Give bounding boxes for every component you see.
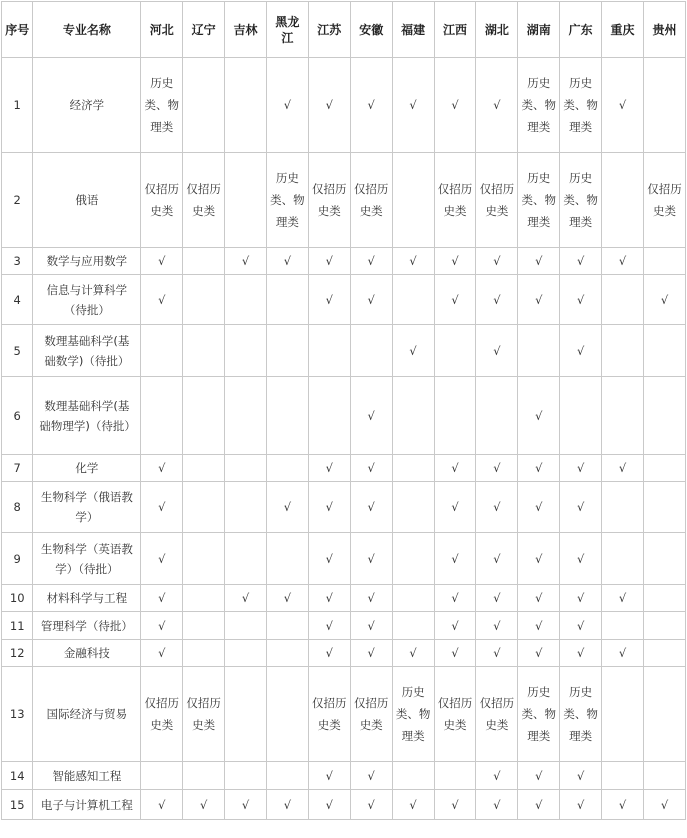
province-cell: √ <box>476 762 518 790</box>
province-cell: √ <box>602 58 644 153</box>
province-cell: √ <box>560 790 602 820</box>
province-cell: √ <box>476 533 518 585</box>
province-cell: √ <box>476 585 518 612</box>
major-name: 信息与计算科学（待批） <box>33 275 141 325</box>
province-cell: √ <box>392 325 434 377</box>
province-cell <box>434 325 476 377</box>
row-number: 12 <box>2 640 33 667</box>
province-cell: √ <box>560 482 602 533</box>
province-cell: √ <box>434 533 476 585</box>
province-cell <box>308 325 350 377</box>
row-number: 6 <box>2 377 33 455</box>
province-cell <box>518 325 560 377</box>
province-cell <box>602 377 644 455</box>
province-cell <box>141 325 183 377</box>
province-cell <box>643 377 685 455</box>
province-cell: √ <box>560 325 602 377</box>
row-number: 15 <box>2 790 33 820</box>
province-cell: √ <box>518 275 560 325</box>
major-name: 数学与应用数学 <box>33 248 141 275</box>
table-row <box>2 248 686 275</box>
province-cell <box>266 640 308 667</box>
province-cell: √ <box>350 762 392 790</box>
province-cell: 历史类、物理类 <box>518 58 560 153</box>
province-cell: 历史类、物理类 <box>266 153 308 248</box>
province-cell <box>643 667 685 762</box>
province-cell <box>560 377 602 455</box>
province-cell: √ <box>141 455 183 482</box>
header-province: 贵州 <box>643 2 685 58</box>
major-name: 智能感知工程 <box>33 762 141 790</box>
province-cell: √ <box>434 455 476 482</box>
province-cell <box>183 377 225 455</box>
province-cell <box>434 762 476 790</box>
province-cell: √ <box>476 325 518 377</box>
province-cell: √ <box>476 640 518 667</box>
province-cell: 仅招历史类 <box>643 153 685 248</box>
table-row <box>2 790 686 820</box>
province-cell: 仅招历史类 <box>183 153 225 248</box>
province-cell <box>643 482 685 533</box>
province-cell: √ <box>308 248 350 275</box>
province-cell <box>225 275 267 325</box>
province-cell <box>392 377 434 455</box>
province-cell <box>602 325 644 377</box>
province-cell: √ <box>350 248 392 275</box>
province-cell: √ <box>518 790 560 820</box>
major-name: 化学 <box>33 455 141 482</box>
province-cell: √ <box>266 58 308 153</box>
province-cell: √ <box>434 482 476 533</box>
province-cell <box>643 640 685 667</box>
row-number: 1 <box>2 58 33 153</box>
province-cell: √ <box>643 790 685 820</box>
province-cell: √ <box>141 275 183 325</box>
province-cell <box>308 377 350 455</box>
province-cell <box>225 325 267 377</box>
province-cell: 历史类、物理类 <box>392 667 434 762</box>
province-cell <box>392 612 434 640</box>
province-cell: √ <box>308 533 350 585</box>
major-name: 生物科学（俄语教学） <box>33 482 141 533</box>
table-row <box>2 667 686 762</box>
table-row <box>2 640 686 667</box>
province-cell: √ <box>560 762 602 790</box>
province-cell: 历史类、物理类 <box>560 667 602 762</box>
table-row <box>2 612 686 640</box>
header-province: 河北 <box>141 2 183 58</box>
province-cell: √ <box>560 612 602 640</box>
province-cell <box>643 248 685 275</box>
header-province: 福建 <box>392 2 434 58</box>
province-cell <box>225 482 267 533</box>
province-cell: √ <box>518 640 560 667</box>
province-cell: √ <box>643 275 685 325</box>
province-cell: √ <box>518 248 560 275</box>
province-cell: √ <box>602 790 644 820</box>
province-cell: √ <box>602 248 644 275</box>
row-number: 14 <box>2 762 33 790</box>
province-cell: √ <box>560 533 602 585</box>
province-cell: √ <box>518 482 560 533</box>
province-cell: √ <box>560 455 602 482</box>
province-cell <box>602 612 644 640</box>
province-cell: 仅招历史类 <box>434 153 476 248</box>
header-province: 安徽 <box>350 2 392 58</box>
province-cell: 仅招历史类 <box>476 667 518 762</box>
province-cell <box>183 275 225 325</box>
province-cell: 仅招历史类 <box>183 667 225 762</box>
province-cell <box>643 58 685 153</box>
province-cell <box>183 640 225 667</box>
province-cell: √ <box>350 455 392 482</box>
province-cell: √ <box>518 612 560 640</box>
province-cell: √ <box>266 248 308 275</box>
header-province: 广东 <box>560 2 602 58</box>
province-cell: √ <box>350 640 392 667</box>
province-cell: 仅招历史类 <box>434 667 476 762</box>
province-cell: √ <box>308 455 350 482</box>
province-cell <box>225 640 267 667</box>
province-cell <box>225 58 267 153</box>
province-cell <box>643 585 685 612</box>
province-cell <box>266 612 308 640</box>
province-cell: √ <box>434 640 476 667</box>
row-number: 7 <box>2 455 33 482</box>
province-cell: √ <box>225 790 267 820</box>
province-cell: √ <box>560 248 602 275</box>
province-cell: 仅招历史类 <box>141 153 183 248</box>
province-cell <box>266 762 308 790</box>
province-cell: √ <box>434 58 476 153</box>
province-cell: √ <box>518 585 560 612</box>
province-cell <box>602 533 644 585</box>
province-cell: √ <box>434 790 476 820</box>
province-cell <box>350 325 392 377</box>
major-name: 国际经济与贸易 <box>33 667 141 762</box>
province-cell: √ <box>350 612 392 640</box>
enrollment-table <box>1 1 686 820</box>
province-cell: √ <box>350 790 392 820</box>
major-name: 金融科技 <box>33 640 141 667</box>
province-cell <box>141 377 183 455</box>
table-row <box>2 153 686 248</box>
table-row <box>2 58 686 153</box>
major-name: 经济学 <box>33 58 141 153</box>
province-cell: √ <box>392 248 434 275</box>
province-cell: 历史类、物理类 <box>141 58 183 153</box>
province-cell <box>183 585 225 612</box>
header-province: 黑龙江 <box>266 2 308 58</box>
table-row <box>2 325 686 377</box>
row-number: 11 <box>2 612 33 640</box>
header-province: 湖北 <box>476 2 518 58</box>
province-cell: √ <box>476 482 518 533</box>
province-cell: √ <box>518 377 560 455</box>
province-cell: √ <box>350 58 392 153</box>
table-row <box>2 275 686 325</box>
province-cell: √ <box>476 275 518 325</box>
province-cell: √ <box>308 275 350 325</box>
province-cell: 历史类、物理类 <box>560 58 602 153</box>
province-cell: √ <box>392 58 434 153</box>
province-cell: √ <box>518 533 560 585</box>
major-name: 管理科学（待批） <box>33 612 141 640</box>
province-cell <box>602 153 644 248</box>
province-cell <box>476 377 518 455</box>
province-cell: √ <box>308 790 350 820</box>
row-number: 3 <box>2 248 33 275</box>
province-cell <box>392 585 434 612</box>
province-cell <box>225 612 267 640</box>
province-cell <box>183 325 225 377</box>
header-province: 重庆 <box>602 2 644 58</box>
row-number: 8 <box>2 482 33 533</box>
table-row <box>2 762 686 790</box>
province-cell: √ <box>308 640 350 667</box>
province-cell <box>183 58 225 153</box>
major-name: 生物科学（英语教学）（待批） <box>33 533 141 585</box>
table-body <box>2 58 686 820</box>
province-cell: √ <box>308 762 350 790</box>
row-number: 4 <box>2 275 33 325</box>
province-cell: √ <box>434 612 476 640</box>
province-cell: 仅招历史类 <box>350 667 392 762</box>
province-cell: √ <box>266 482 308 533</box>
province-cell: √ <box>183 790 225 820</box>
province-cell: √ <box>350 533 392 585</box>
province-cell <box>392 455 434 482</box>
province-cell <box>266 275 308 325</box>
province-cell: √ <box>141 248 183 275</box>
province-cell <box>392 153 434 248</box>
header-province: 吉林 <box>225 2 267 58</box>
province-cell <box>183 612 225 640</box>
province-cell <box>183 248 225 275</box>
province-cell <box>392 533 434 585</box>
province-cell: √ <box>560 640 602 667</box>
row-number: 9 <box>2 533 33 585</box>
province-cell: √ <box>266 790 308 820</box>
province-cell <box>266 377 308 455</box>
province-cell: √ <box>476 58 518 153</box>
major-name: 俄语 <box>33 153 141 248</box>
province-cell <box>225 762 267 790</box>
header-province: 辽宁 <box>183 2 225 58</box>
province-cell: √ <box>308 612 350 640</box>
province-cell <box>602 482 644 533</box>
province-cell <box>225 153 267 248</box>
major-name: 电子与计算机工程 <box>33 790 141 820</box>
province-cell: 仅招历史类 <box>308 153 350 248</box>
province-cell: √ <box>308 58 350 153</box>
province-cell <box>266 455 308 482</box>
province-cell: √ <box>350 585 392 612</box>
province-cell <box>392 762 434 790</box>
province-cell <box>225 667 267 762</box>
province-cell <box>643 455 685 482</box>
province-cell <box>183 762 225 790</box>
province-cell: 历史类、物理类 <box>560 153 602 248</box>
province-cell: √ <box>392 790 434 820</box>
province-cell: √ <box>141 612 183 640</box>
province-cell: 仅招历史类 <box>476 153 518 248</box>
row-number: 5 <box>2 325 33 377</box>
province-cell <box>643 612 685 640</box>
province-cell: √ <box>518 455 560 482</box>
province-cell <box>602 275 644 325</box>
province-cell: √ <box>602 640 644 667</box>
province-cell: √ <box>476 248 518 275</box>
province-cell <box>643 325 685 377</box>
row-number: 13 <box>2 667 33 762</box>
province-cell: √ <box>266 585 308 612</box>
row-number: 2 <box>2 153 33 248</box>
province-cell <box>602 667 644 762</box>
province-cell: √ <box>350 482 392 533</box>
province-cell: √ <box>518 762 560 790</box>
table-row <box>2 585 686 612</box>
row-number: 10 <box>2 585 33 612</box>
major-name: 数理基础科学(基础物理学)（待批） <box>33 377 141 455</box>
province-cell: 仅招历史类 <box>350 153 392 248</box>
province-cell <box>266 667 308 762</box>
province-cell <box>392 275 434 325</box>
province-cell <box>643 762 685 790</box>
header-number: 序号 <box>2 2 33 58</box>
province-cell: √ <box>434 248 476 275</box>
province-cell: √ <box>476 612 518 640</box>
province-cell <box>183 482 225 533</box>
province-cell <box>183 455 225 482</box>
province-cell: √ <box>560 585 602 612</box>
province-cell <box>643 533 685 585</box>
province-cell <box>225 377 267 455</box>
province-cell <box>225 533 267 585</box>
province-cell <box>225 455 267 482</box>
province-cell: √ <box>476 455 518 482</box>
province-cell: √ <box>392 640 434 667</box>
province-cell <box>266 533 308 585</box>
province-cell: √ <box>225 585 267 612</box>
header-province: 江西 <box>434 2 476 58</box>
province-cell: 仅招历史类 <box>141 667 183 762</box>
province-cell: √ <box>308 585 350 612</box>
table-row <box>2 533 686 585</box>
header-major-name: 专业名称 <box>33 2 141 58</box>
province-cell: √ <box>141 533 183 585</box>
province-cell <box>392 482 434 533</box>
province-cell: √ <box>476 790 518 820</box>
table-row <box>2 482 686 533</box>
table-row <box>2 377 686 455</box>
province-cell: √ <box>225 248 267 275</box>
major-name: 数理基础科学(基础数学)（待批） <box>33 325 141 377</box>
province-cell: √ <box>141 790 183 820</box>
header-province: 江苏 <box>308 2 350 58</box>
province-cell: √ <box>350 275 392 325</box>
province-cell: 历史类、物理类 <box>518 153 560 248</box>
province-cell <box>141 762 183 790</box>
province-cell: √ <box>434 585 476 612</box>
province-cell: √ <box>141 640 183 667</box>
province-cell: √ <box>602 585 644 612</box>
province-cell: √ <box>602 455 644 482</box>
province-cell: √ <box>141 585 183 612</box>
province-cell: √ <box>350 377 392 455</box>
province-cell: √ <box>434 275 476 325</box>
header-province: 湖南 <box>518 2 560 58</box>
province-cell <box>266 325 308 377</box>
province-cell <box>602 762 644 790</box>
table-row <box>2 455 686 482</box>
major-name: 材料科学与工程 <box>33 585 141 612</box>
province-cell <box>434 377 476 455</box>
province-cell: 历史类、物理类 <box>518 667 560 762</box>
province-cell <box>183 533 225 585</box>
province-cell: 仅招历史类 <box>308 667 350 762</box>
province-cell: √ <box>308 482 350 533</box>
header-row <box>2 2 686 58</box>
province-cell: √ <box>141 482 183 533</box>
province-cell: √ <box>560 275 602 325</box>
